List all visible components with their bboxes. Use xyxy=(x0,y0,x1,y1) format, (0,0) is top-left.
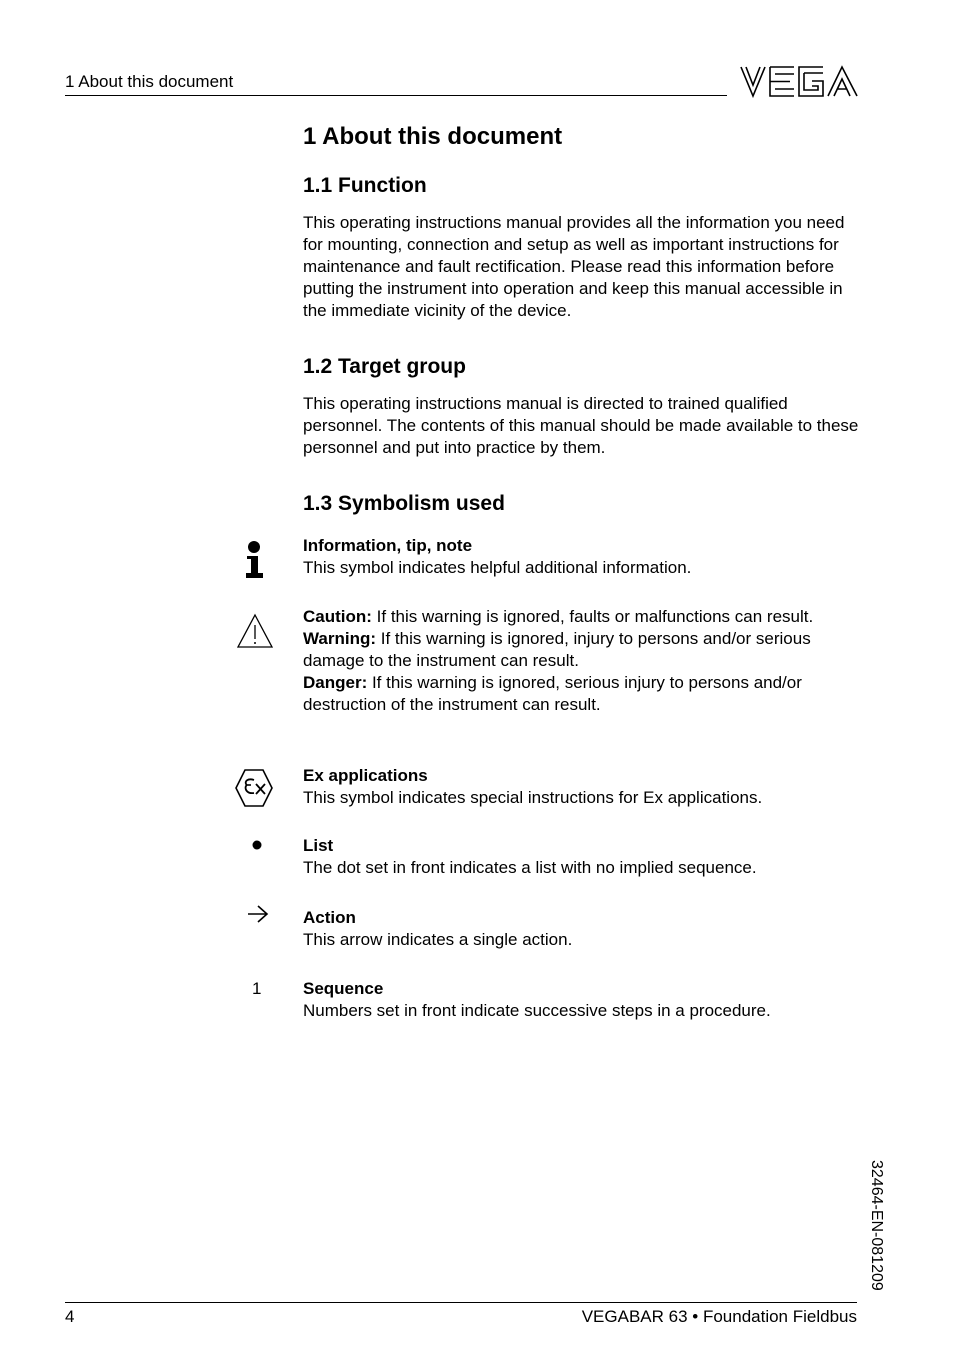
symbol-info-title: Information, tip, note xyxy=(303,536,473,555)
chapter-title: 1 About this document xyxy=(303,123,563,150)
header-divider xyxy=(65,95,727,96)
info-icon xyxy=(244,540,264,580)
symbol-sequence-text: Numbers set in front indicate successive steps in a procedure. xyxy=(303,1001,771,1020)
symbol-info xyxy=(303,535,863,579)
caution-label: Caution: xyxy=(303,607,372,626)
warning-text: If this warning is ignored, injury to persons and/or serious damage to the instrument can result. xyxy=(303,629,811,670)
section-heading-symbolism: 1.3 Symbolism used xyxy=(303,492,505,515)
footer-divider xyxy=(65,1302,857,1303)
symbol-ex-text: This symbol indicates special instructions for Ex applications. xyxy=(303,788,763,807)
symbol-list-title: List xyxy=(303,836,334,855)
caution-line xyxy=(303,606,859,628)
bullet-dot-icon xyxy=(251,839,263,851)
symbol-action xyxy=(303,907,863,951)
page-number: 4 xyxy=(65,1307,75,1326)
section-heading-target-group: 1.2 Target group xyxy=(303,355,466,378)
warning-triangle-icon xyxy=(236,613,274,649)
section-heading-function: 1.1 Function xyxy=(303,174,427,197)
symbol-list-text: The dot set in front indicates a list with no implied sequence. xyxy=(303,858,757,877)
symbol-list xyxy=(303,835,863,879)
symbol-warnings xyxy=(303,606,859,716)
warning-line xyxy=(303,628,859,672)
danger-text: If this warning is ignored, serious injury to persons and/or destruction of the instrument can result. xyxy=(303,673,802,714)
danger-line xyxy=(303,672,859,716)
warning-label: Warning: xyxy=(303,629,377,648)
danger-label: Danger: xyxy=(303,673,368,692)
symbol-ex xyxy=(303,765,863,809)
symbol-info-text: This symbol indicates helpful additional information. xyxy=(303,558,692,577)
footer-product-title: VEGABAR 63 • Foundation Fieldbus xyxy=(581,1307,857,1326)
symbol-action-title: Action xyxy=(303,908,356,927)
symbol-action-text: This arrow indicates a single action. xyxy=(303,930,573,949)
sequence-number-marker: 1 xyxy=(252,979,262,998)
symbol-sequence xyxy=(303,978,863,1022)
document-id: 32464-EN-081209 xyxy=(868,1160,885,1291)
running-header: 1 About this document xyxy=(65,72,234,91)
vega-logo xyxy=(740,65,858,98)
arrow-right-icon xyxy=(246,904,270,924)
section-text-target-group: This operating instructions manual is directed to trained qualified personnel. The contents of this manual should be made available to these personnel and put into practice by them. xyxy=(303,394,859,457)
section-text-function: This operating instructions manual provides all the information you need for mounting, connection and setup as well as important instructions for maintenance and fault rectification. Please read this information before putting the instrument into operation and keep this manual accessible in the immediate vicinity of the device. xyxy=(303,213,845,320)
ex-hexagon-icon xyxy=(234,768,274,808)
caution-text: If this warning is ignored, faults or malfunctions can result. xyxy=(371,607,814,626)
symbol-sequence-title: Sequence xyxy=(303,979,384,998)
symbol-ex-title: Ex applications xyxy=(303,766,428,785)
